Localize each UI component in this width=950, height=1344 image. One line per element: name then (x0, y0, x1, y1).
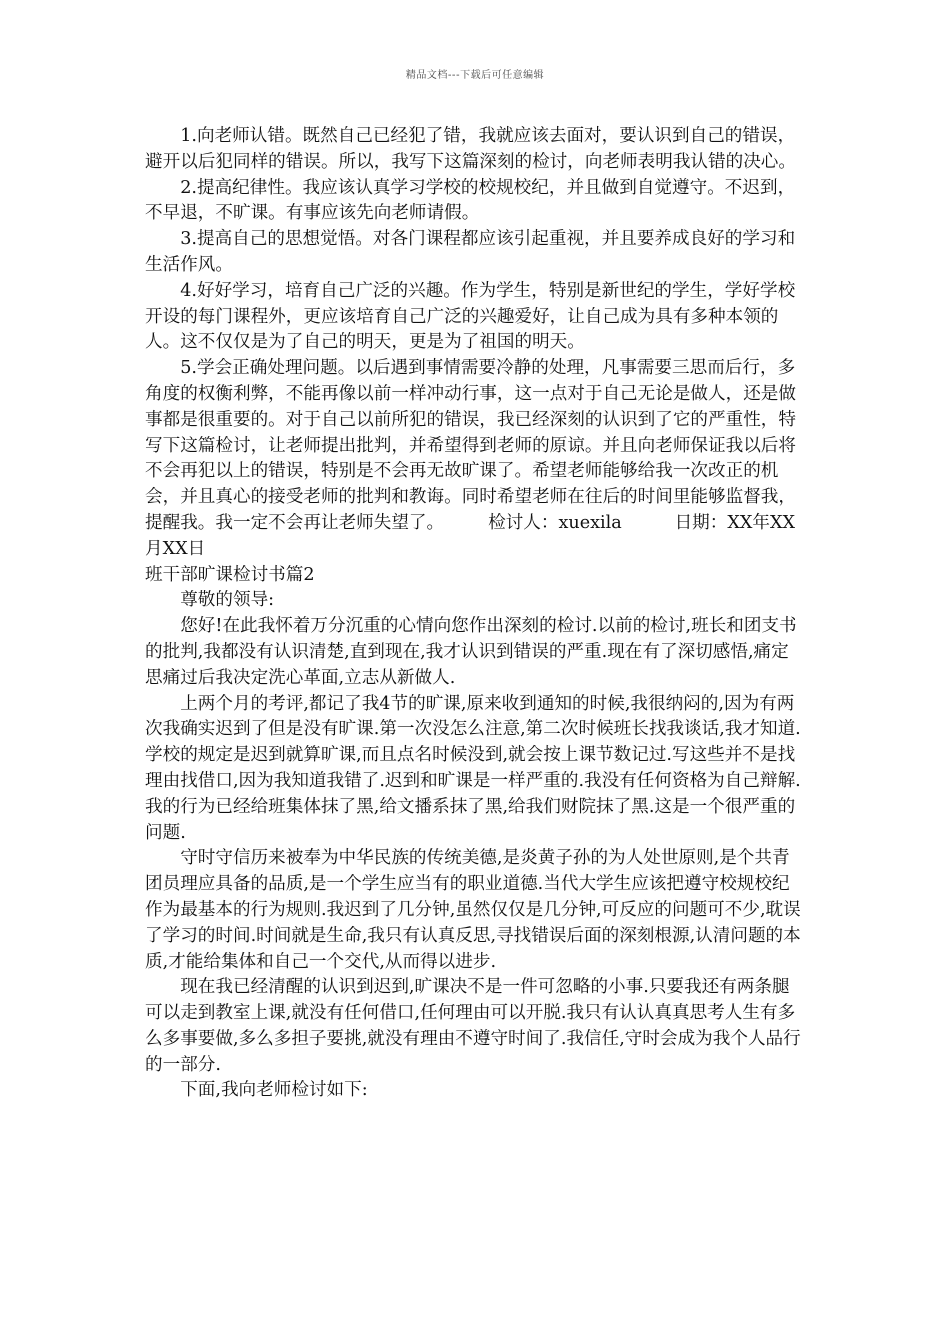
header-note: 精品文档---下载后可任意编辑 (405, 70, 545, 81)
paragraph-1: 您好!在此我怀着万分沉重的心情向您作出深刻的检讨.以前的检讨,班长和团支书的批判,我都没有认识清楚,直到现在,我才认识到错误的严重.现在有了深切感悟,痛定思痛过后我决定洗心革面,立志从新做人. (145, 616, 797, 688)
list-item-2: 2.提高纪律性。我应该认真学习学校的校规校纪，并且做到自觉遵守。不迟到，不早退，不旷课。有事应该先向老师请假。 (145, 177, 796, 224)
paragraph-3: 守时守信历来被奉为中华民族的传统美德,是炎黄子孙的为人处世原则,是个共青团员理应具备的品质,是一个学生应当有的职业道德.当代大学生应该把遵守校规校纪作为最基本的行为规则.我迟到了几分钟,虽然仅仅是几分钟,可反应的问题可不少,耽误了学习的时间.时间就是生命,我只有认真反思,寻找错误后面的深刻根源,认清问题的本质,才能给集体和自己一个交代,从而得以进步. (145, 848, 801, 972)
list-item-1: 1.向老师认错。既然自己已经犯了错，我就应该去面对，要认识到自己的错误，避开以后犯同样的错误。所以，我写下这篇深刻的检讨，向老师表明我认错的决心。 (145, 126, 796, 172)
section-title: 班干部旷课检讨书篇2 (145, 564, 315, 585)
list-item-5: 5.学会正确处理问题。以后遇到事情需要冷静的处理，凡事需要三思而后行，多角度的权衡利弊，不能再像以前一样冲动行事，这一点对于自己无论是做人，还是做事都是很重要的。对于自己以前所犯的错误，我已经深刻的认识到了它的严重性，特写下这篇检讨，让老师提出批判，并希望得到老师的原谅。并且向老师保证我以后将不会再犯以上的错误，特别是不会再无故旷课了。希望老师能够给我一次改正的机会，并且真心的接受老师的批判和教诲。同时希望老师在往后的时间里能够监督我，提醒我。我一定不会再让老师失望了。 检讨人：xuexila 日期：XX年XX月XX日 (145, 358, 796, 559)
document-body (145, 124, 805, 1104)
list-item-4: 4.好好学习，培育自己广泛的兴趣。作为学生，特别是新世纪的学生，学好学校开设的每门课程外，更应该培育自己广泛的兴趣爱好，让自己成为具有多种本领的人。这不仅仅是为了自己的明天，更是为了祖国的明天。 (145, 280, 796, 353)
paragraph-4: 现在我已经清醒的认识到迟到,旷课决不是一件可忽略的小事.只要我还有两条腿可以走到教室上课,就没有任何借口,任何理由可以开脱.我只有认认真真思考人生有多么多事要做,多么多担子要挑,就没有理由不遵守时间了.我信任,守时会成为我个人品行的一部分. (145, 977, 801, 1075)
salutation: 尊敬的领导: (180, 590, 275, 611)
paragraph-2: 上两个月的考评,都记了我4节的旷课,原来收到通知的时候,我很纳闷的,因为有两次我确实迟到了但是没有旷课.第一次没怎么注意,第二次时候班长找我谈话,我才知道.学校的规定是迟到就算旷课,而且点名时候没到,就会按上课节数记过.写这些并不是找理由找借口,因为我知道我错了.迟到和旷课是一样严重的.我没有任何资格为自己辩解.我的行为已经给班集体抹了黑,给文播系抹了黑,给我们财院抹了黑.这是一个很严重的问题. (145, 693, 801, 843)
paragraph-5: 下面,我向老师检讨如下: (180, 1080, 368, 1101)
list-item-3: 3.提高自己的思想觉悟。对各门课程都应该引起重视，并且要养成良好的学习和生活作风。 (145, 229, 796, 275)
